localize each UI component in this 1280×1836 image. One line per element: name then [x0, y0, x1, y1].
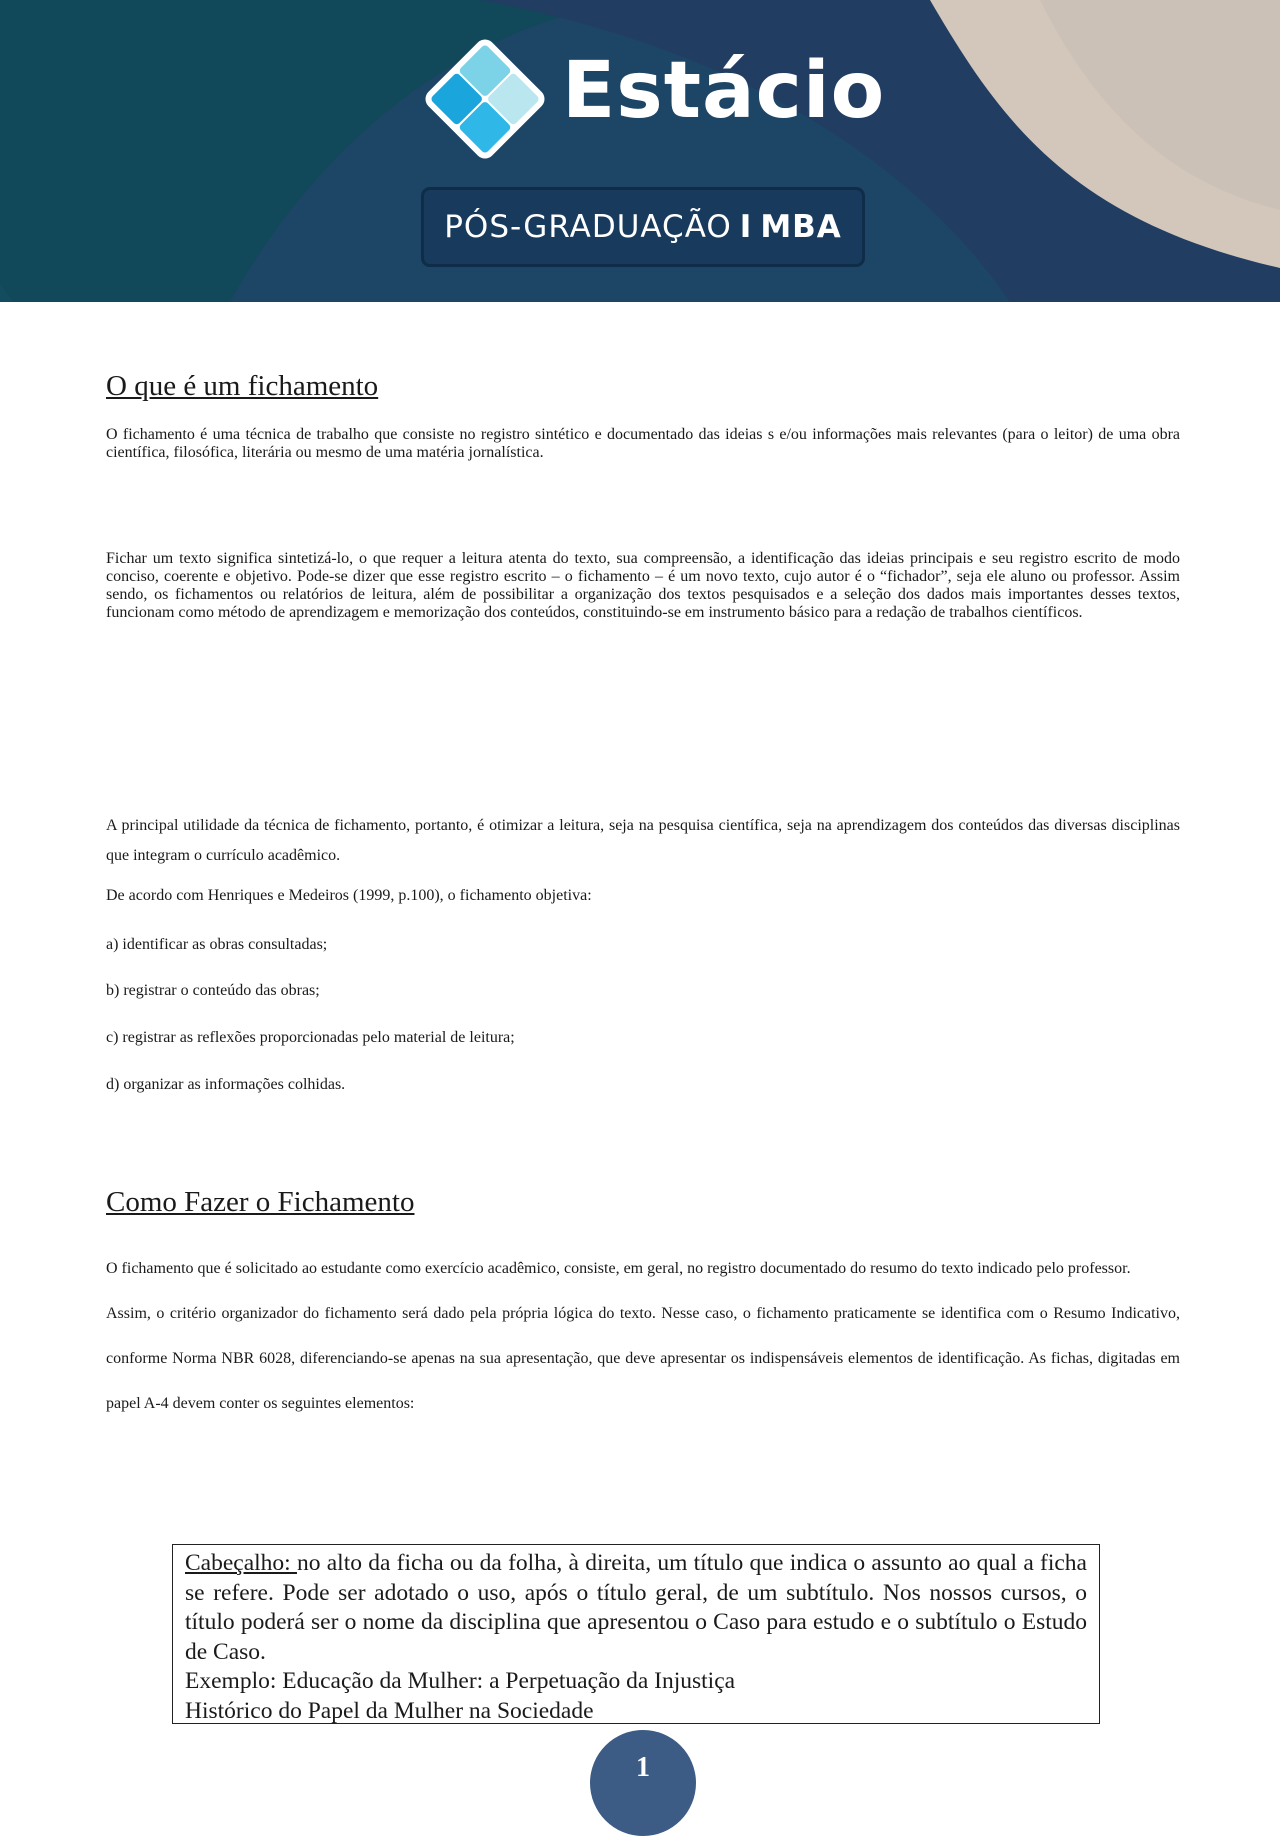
page-number — [590, 1730, 696, 1836]
paragraph: O fichamento que é solicitado ao estudante como exercício acadêmico, consiste, em geral, no registro documentado do resumo do texto indicado pelo professor. — [106, 1260, 1131, 1277]
paragraph: Fichar um texto significa sintetizá-lo, o que requer a leitura atenta do texto, sua compreensão, a identificação das ideias principais e seu registro escrito de modo conciso, coerente e objetivo. Pode-se dizer que esse registro escrito – o fichamento – é um novo texto, cujo autor é o “fichador”, seja ele aluno ou professor. Assim sendo, os fichamentos ou relatórios de leitura, além de possibilitar a organização dos textos pesquisados e a seleção dos dados mais importantes desses textos, funcionam como método de aprendizagem e memorização dos conteúdos, constituindo-se em instrumento básico para a redação de trabalhos científicos. — [106, 550, 1180, 621]
badge-separator: I — [739, 209, 753, 245]
section2-body — [106, 1246, 1180, 1426]
paragraph: Assim, o critério organizador do fichamento será dado pela própria lógica do texto. Nesse caso, o fichamento praticamente se identifica com o Resumo Indicativo, conforme Norma NBR 6028, diferenciando-se apenas na sua apresentação, que deve apresentar os indispensáveis elementos de identificação. As fichas, digitadas em papel A-4 devem conter os seguintes elementos: — [106, 1305, 1180, 1412]
box-paragraph — [185, 1549, 1087, 1667]
section-title-fichamento: O que é um fichamento — [106, 370, 379, 402]
section-title-como-fazer: Como Fazer o Fichamento — [106, 1186, 415, 1218]
badge-suffix: MBA — [760, 209, 842, 245]
program-badge — [424, 190, 862, 264]
list-item: b) registrar o conteúdo das obras; — [106, 982, 320, 999]
estacio-logo-text: Estácio — [562, 46, 886, 136]
list-item: a) identificar as obras consultadas; — [106, 936, 328, 953]
box-example: Exemplo: Educação da Mulher: a Perpetuação da Injustiça — [185, 1668, 736, 1694]
box-label: Cabeçalho: — [185, 1550, 297, 1576]
list-item: d) organizar as informações colhidas. — [106, 1076, 346, 1093]
page-number-text: 1 — [636, 1752, 650, 1783]
paragraph: De acordo com Henriques e Medeiros (1999, p.100), o fichamento objetiva: — [106, 887, 592, 904]
box-text: no alto da ficha ou da folha, à direita, um título que indica o assunto ao qual a ficha se refere. Pode ser adotado o uso, após o título geral, de um subtítulo. Nos nossos cursos, o título poderá ser o nome da disciplina que apresentou o Caso para estudo e o subtítulo o Estudo de Caso. — [185, 1550, 1087, 1665]
paragraph: A principal utilidade da técnica de fichamento, portanto, é otimizar a leitura, seja na pesquisa científica, seja na aprendizagem dos conteúdos das diversas disciplinas que integram o currículo acadêmico. — [106, 817, 1180, 864]
page-header — [0, 0, 1280, 302]
estacio-logo-icon — [420, 34, 550, 164]
cabecalho-box — [172, 1544, 1100, 1724]
badge-prefix: PÓS-GRADUAÇÃO — [444, 209, 732, 245]
paragraph: O fichamento é uma técnica de trabalho que consiste no registro sintético e documentado das ideias s e/ou informações mais relevantes (para o leitor) de uma obra científica, filosófica, literária ou mesmo de uma matéria jornalística. — [106, 426, 1180, 461]
box-example-subtitle: Histórico do Papel da Mulher na Sociedade — [185, 1697, 594, 1724]
list-item: c) registrar as reflexões proporcionadas pelo material de leitura; — [106, 1029, 515, 1046]
